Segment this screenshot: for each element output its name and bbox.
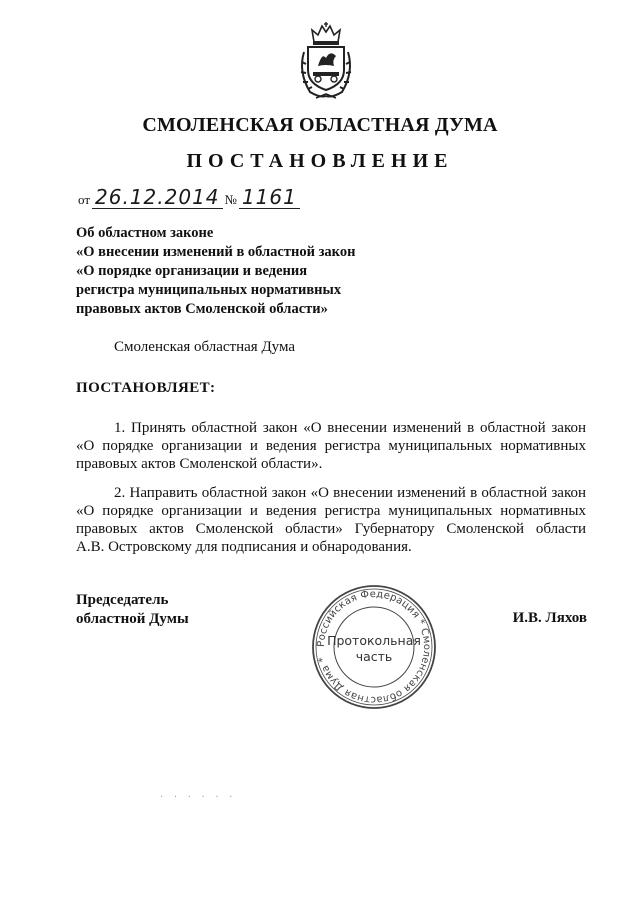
document-subject [76,224,355,319]
paragraph-line: 1. Принять областной закон «О внесении изменений в областной закон [114,420,586,436]
stamp-center-line1: Протокольная [327,633,421,648]
subject-line: Об областном законе [76,225,214,241]
subject-line: «О внесении изменений в областной закон [76,244,356,260]
paragraph-2 [76,484,586,556]
subject-line: регистра муниципальных нормативных [76,282,342,298]
paragraph-line: правовых актов Смоленской области». [76,456,323,472]
date-prefix: от [78,192,91,207]
paragraph-line: правовых актов Смоленской области» Губернатору Смоленской области [76,521,586,537]
handwritten-date: 26.12.2014 [92,186,223,209]
stamp-outer-text: Российская Федерация * Смоленская областная Дума * [315,588,433,706]
signatory-name: И.В. Ляхов [512,610,587,626]
paragraph-line: 2. Направить областной закон «О внесении изменений в областной закон [114,485,586,501]
subject-line: «О порядке организации и ведения [76,263,308,279]
signatory-title-line: областной Думы [76,611,189,627]
scan-specks: · · · · · · [160,792,237,803]
resolves-heading: ПОСТАНОВЛЯЕТ: [76,380,216,396]
subject-line: правовых актов Смоленской области» [76,301,328,317]
paragraph-1 [76,419,586,473]
date-number-line [76,186,300,209]
paragraph-line: А.В. Островскому для подписания и обнародования. [76,539,412,555]
paragraph-line: «О порядке организации и ведения регистра муниципальных нормативных [76,438,586,454]
official-stamp [310,583,438,711]
document-type-title: ПОСТАНОВЛЕНИЕ [186,150,454,172]
signatory-title [76,591,189,629]
paragraph-line: «О порядке организации и ведения регистра муниципальных нормативных [76,503,586,519]
organization-name: СМОЛЕНСКАЯ ОБЛАСТНАЯ ДУМА [142,114,498,136]
number-sign: № [224,192,237,207]
signatory-title-line: Председатель [76,592,169,608]
handwritten-number: 1161 [239,186,300,209]
issuer-text: Смоленская областная Дума [114,339,296,355]
coat-of-arms-icon [296,22,356,100]
stamp-center-line2: часть [355,649,393,664]
